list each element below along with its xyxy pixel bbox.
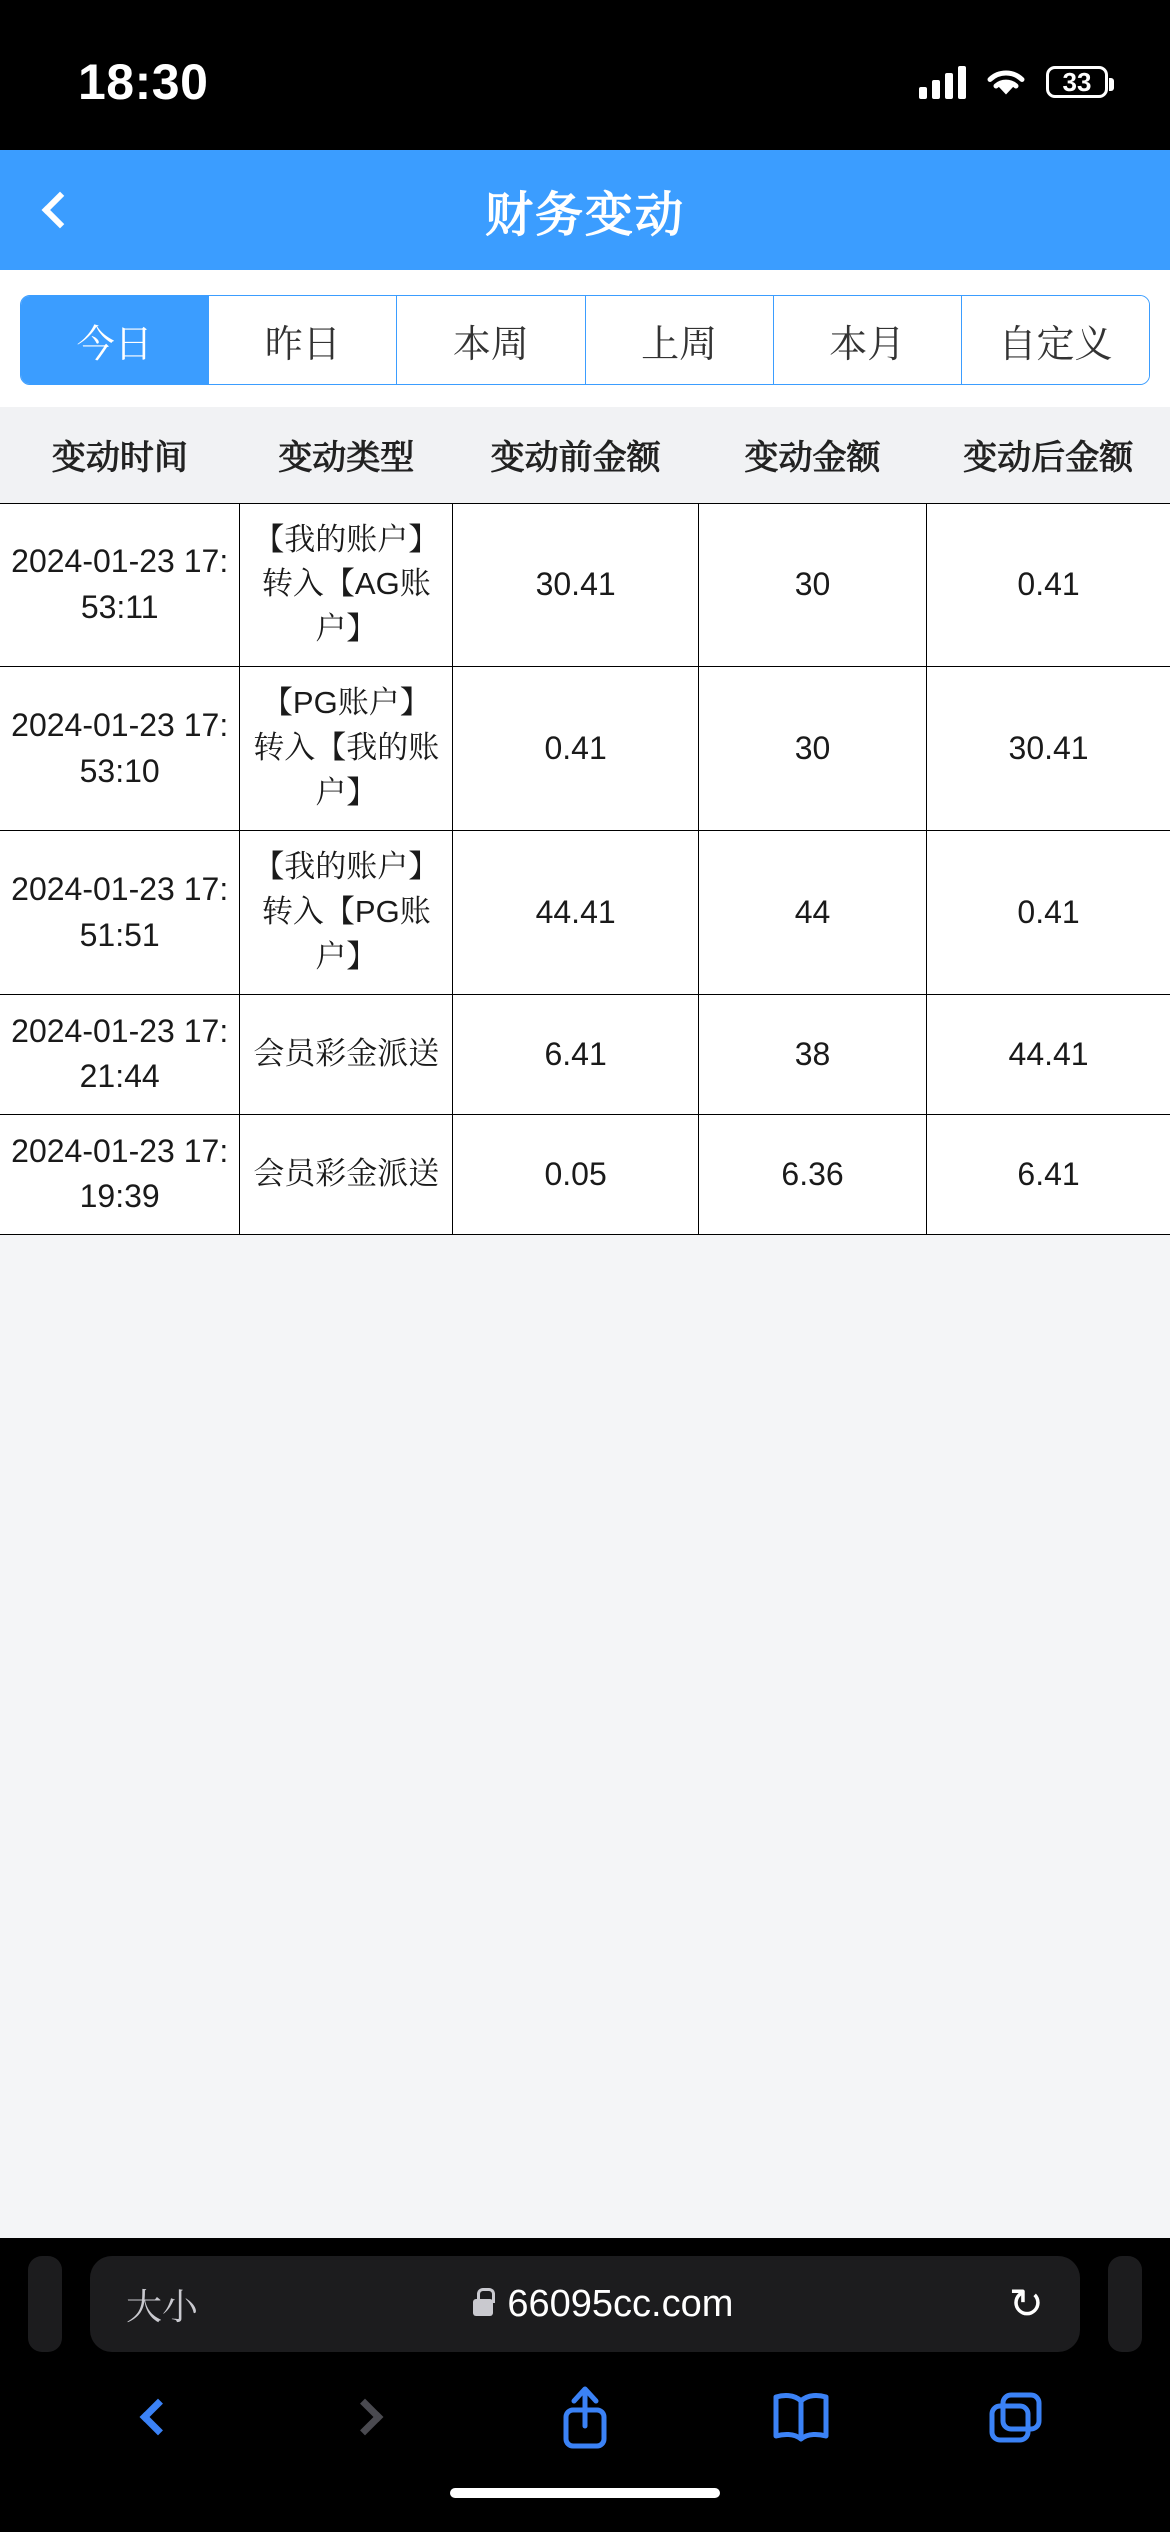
date-range-tabs <box>20 295 1150 385</box>
browser-bottom-bar <box>0 2238 1170 2532</box>
cellular-signal-icon <box>919 65 966 99</box>
tab-today[interactable]: 今日 <box>21 296 209 384</box>
battery-icon <box>1046 66 1108 98</box>
tabs-icon <box>985 2389 1047 2445</box>
chevron-left-icon <box>139 2399 176 2436</box>
cell-time: 2024-01-23 17:51:51 <box>0 831 240 995</box>
share-button[interactable] <box>540 2372 630 2462</box>
cell-after: 6.41 <box>927 1114 1170 1234</box>
cell-after: 30.41 <box>927 667 1170 831</box>
cell-before: 6.41 <box>453 994 699 1114</box>
bookmarks-button[interactable] <box>756 2372 846 2462</box>
table-row <box>0 1114 1170 1234</box>
cell-after: 0.41 <box>927 503 1170 667</box>
tab-this-month[interactable]: 本月 <box>774 296 962 384</box>
column-header-type: 变动类型 <box>240 407 453 503</box>
background-tab-left[interactable] <box>28 2256 62 2352</box>
table-row <box>0 503 1170 667</box>
tab-custom[interactable]: 自定义 <box>962 296 1149 384</box>
wifi-icon <box>984 65 1028 99</box>
table-row <box>0 831 1170 995</box>
cell-type: 会员彩金派送 <box>240 1114 453 1234</box>
reload-icon[interactable]: ↻ <box>1008 2280 1044 2327</box>
table-row <box>0 667 1170 831</box>
address-bar-row <box>0 2256 1170 2352</box>
home-bar <box>450 2488 720 2498</box>
background-tab-right[interactable] <box>1108 2256 1142 2352</box>
cell-before: 0.05 <box>453 1114 699 1234</box>
tab-last-week[interactable]: 上周 <box>586 296 774 384</box>
status-bar <box>0 0 1170 150</box>
column-header-before: 变动前金额 <box>453 407 699 503</box>
url-text: 66095cc.com <box>507 2282 734 2325</box>
tabs-button[interactable] <box>971 2372 1061 2462</box>
text-size-button[interactable]: 大小 <box>126 2285 199 2327</box>
transactions-area <box>0 407 1170 2238</box>
book-icon <box>770 2389 832 2445</box>
cell-amount: 44 <box>698 831 926 995</box>
cell-before: 30.41 <box>453 503 699 667</box>
url-display[interactable] <box>198 2283 1009 2326</box>
cell-type: 【PG账户】转入【我的账户】 <box>240 667 453 831</box>
lock-icon <box>473 2299 493 2316</box>
cell-after: 44.41 <box>927 994 1170 1114</box>
cell-type: 【我的账户】转入【AG账户】 <box>240 503 453 667</box>
tab-this-week[interactable]: 本周 <box>397 296 585 384</box>
column-header-time: 变动时间 <box>0 407 240 503</box>
cell-time: 2024-01-23 17:53:10 <box>0 667 240 831</box>
cell-amount: 6.36 <box>698 1114 926 1234</box>
cell-time: 2024-01-23 17:53:11 <box>0 503 240 667</box>
tab-yesterday[interactable]: 昨日 <box>209 296 397 384</box>
column-header-amount: 变动金额 <box>698 407 926 503</box>
cell-before: 44.41 <box>453 831 699 995</box>
cell-amount: 30 <box>698 503 926 667</box>
cell-before: 0.41 <box>453 667 699 831</box>
battery-level: 33 <box>1062 67 1092 97</box>
cell-time: 2024-01-23 17:19:39 <box>0 1114 240 1234</box>
browser-toolbar <box>0 2352 1170 2482</box>
status-indicators <box>919 51 1108 99</box>
cell-type: 【我的账户】转入【PG账户】 <box>240 831 453 995</box>
table-row <box>0 994 1170 1114</box>
status-time: 18:30 <box>78 54 209 110</box>
browser-forward-button[interactable] <box>324 2372 414 2462</box>
app-header <box>0 150 1170 270</box>
share-icon <box>557 2382 613 2452</box>
cell-amount: 38 <box>698 994 926 1114</box>
browser-back-button[interactable] <box>109 2372 199 2462</box>
column-header-after: 变动后金额 <box>927 407 1170 503</box>
cell-time: 2024-01-23 17:21:44 <box>0 994 240 1114</box>
home-indicator <box>0 2482 1170 2532</box>
cell-type: 会员彩金派送 <box>240 994 453 1114</box>
chevron-right-icon <box>347 2399 384 2436</box>
page-title: 财务变动 <box>484 188 685 242</box>
address-bar[interactable] <box>90 2256 1080 2352</box>
cell-after: 0.41 <box>927 831 1170 995</box>
cell-amount: 30 <box>698 667 926 831</box>
table-header-row <box>0 407 1170 503</box>
transactions-table <box>0 407 1170 1235</box>
